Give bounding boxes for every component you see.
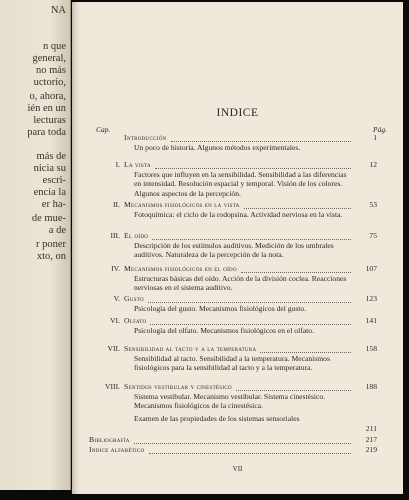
alphabetical-index-heading: Indice alfabético bbox=[89, 445, 145, 454]
table-of-contents bbox=[72, 2, 403, 494]
chapter-number: VIII. bbox=[105, 382, 120, 391]
left-page-line: escri- bbox=[42, 175, 66, 186]
chapter-heading: El oído bbox=[124, 231, 149, 240]
left-page-line: más de bbox=[36, 151, 66, 162]
left-page-line: a de bbox=[48, 225, 66, 236]
dot-leader bbox=[149, 452, 351, 454]
chapter-description: Sensibilidad al tacto. Sensibilidad a la temperatura. Mecanismos fisiológicos para la sensibilidad al tacto y a la temperatura. bbox=[134, 353, 330, 373]
chapter-description: Descripción de los estímulos auditivos. Medición de los umbrales auditivos. Naturaleza de la percepción de la nota. bbox=[134, 240, 334, 260]
page-number: 75 bbox=[369, 231, 377, 240]
page-number: 188 bbox=[365, 382, 377, 391]
chapter-description: Psicología del olfato. Mecanismos fisiológicos en el olfato. bbox=[134, 325, 314, 335]
chapter-heading: La vista bbox=[124, 160, 151, 169]
chapter-description: Sistema vestibular. Mecanismo vestibular. Sistema cinestésico. Mecanismos fisiológicos de la cinestésica. bbox=[134, 391, 326, 411]
chapter-description: Psicología del gusto. Mecanismos fisiológicos del gusto. bbox=[134, 303, 307, 313]
chapter-number: I. bbox=[115, 160, 120, 169]
page-number: 211 bbox=[365, 424, 377, 433]
left-page-line: ién en un bbox=[27, 103, 66, 114]
left-page-line: xto, on bbox=[36, 251, 66, 262]
chapter-number: VI. bbox=[110, 316, 120, 325]
chapter-heading: Introducción bbox=[124, 133, 167, 142]
page-number: 107 bbox=[365, 264, 377, 273]
chapter-number: III. bbox=[110, 231, 120, 240]
bibliography-heading: Bibliografía bbox=[89, 435, 130, 444]
page-number: 219 bbox=[365, 445, 377, 454]
left-page-line: nicia su bbox=[33, 163, 66, 174]
right-page bbox=[72, 2, 403, 494]
left-page-line: NA bbox=[50, 5, 66, 16]
chapter-description: Factores que influyen en la sensibilidad. Sensibilidad a las diferencias en intensidad. Resolución espacial y temporal. Visión de los colores. Algunos aspectos de la percepción. bbox=[134, 169, 347, 198]
chapter-number: VII. bbox=[107, 344, 120, 353]
chapter-number: II. bbox=[113, 200, 120, 209]
left-page-line: para toda bbox=[27, 127, 66, 138]
folio: VII bbox=[232, 465, 243, 473]
chapter-description: Un poco de historia. Algunos métodos experimentales. bbox=[134, 142, 301, 152]
chapter-number: IV. bbox=[111, 264, 120, 273]
page-number: 217 bbox=[365, 435, 377, 444]
page-number: 53 bbox=[369, 200, 377, 209]
chapter-heading: Gusto bbox=[124, 294, 144, 303]
chapter-heading: Olfato bbox=[124, 316, 147, 325]
chapter-description: Fotoquímica: el ciclo de la rodopsina. Actividad nerviosa en la vista. bbox=[134, 209, 343, 219]
chapter-heading: Sensibilidad al tacto y a la temperatura bbox=[124, 344, 257, 353]
left-page-line: uctorio, bbox=[33, 77, 66, 88]
chapter-heading: Sentidos vestibular y cinestésico bbox=[124, 382, 232, 391]
page-number: 123 bbox=[365, 294, 377, 303]
left-page-line: r poner bbox=[35, 239, 66, 250]
left-page-line: de mue- bbox=[31, 213, 66, 224]
chapter-description: Examen de las propiedades de los sistemas sensoriales bbox=[134, 414, 300, 423]
page-number: 12 bbox=[369, 160, 377, 169]
dot-leader bbox=[134, 442, 351, 444]
chapter-heading: Mecanismos fisiológicos en la vista bbox=[124, 200, 240, 209]
page-title: INDICE bbox=[216, 107, 259, 119]
page-number: 141 bbox=[365, 316, 377, 325]
chapter-heading: Mecanismos fisiológicos en el oído bbox=[124, 264, 237, 273]
left-page-line: lecturas bbox=[33, 115, 66, 126]
left-page-line: general, bbox=[32, 53, 66, 64]
left-page-line: n que bbox=[42, 41, 66, 52]
page-number: 158 bbox=[365, 344, 377, 353]
left-page bbox=[0, 0, 71, 490]
chapter-number: V. bbox=[113, 294, 120, 303]
left-page-line: er ha- bbox=[41, 199, 66, 210]
page-number: 1 bbox=[373, 133, 377, 142]
left-page-line: no más bbox=[35, 65, 66, 76]
left-page-line: encia la bbox=[33, 187, 66, 198]
cap-header: Cap. bbox=[96, 125, 111, 134]
left-page-line: o, ahora, bbox=[29, 91, 66, 102]
pag-header: Pág. bbox=[373, 125, 387, 134]
chapter-description: Estructuras básicas del oído. Acción de la división coclea. Reacciones nerviosas en el sistema auditivo. bbox=[134, 273, 347, 293]
